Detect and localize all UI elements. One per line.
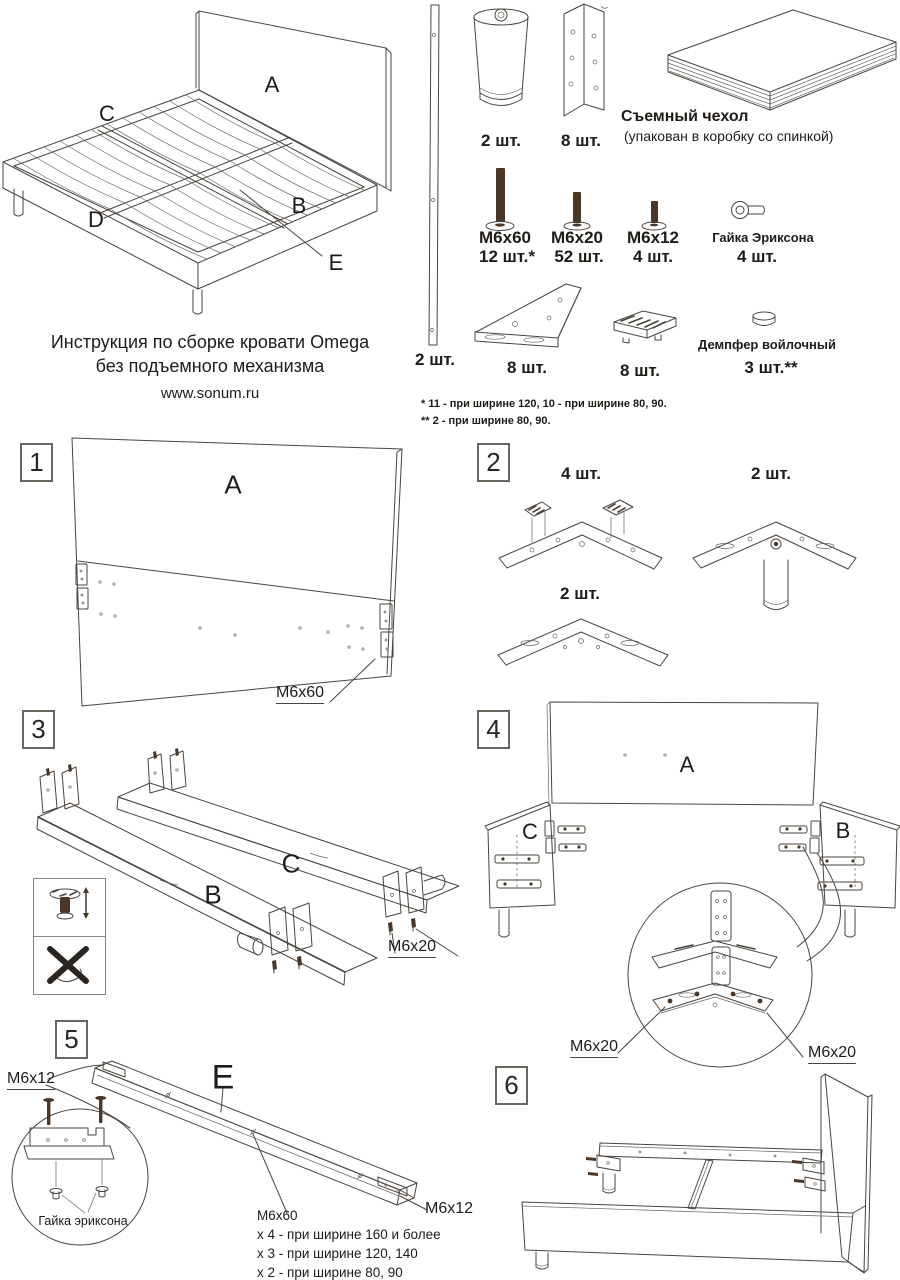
slat-qty: 2 шт. (415, 350, 455, 369)
bracket-c-left (148, 748, 186, 793)
part-slat-holder (614, 311, 676, 343)
cover-note: (упакован в коробку со спинкой) (624, 128, 834, 144)
slats-left (13, 95, 275, 209)
bracket-c-right (383, 867, 445, 935)
icon-box-adjust (33, 878, 106, 937)
step5-note (257, 1206, 441, 1280)
step5-callout-m6x12-right: М6х12 (425, 1200, 474, 1217)
step2-qty-right: 2 шт. (751, 464, 791, 483)
bracket-b-right (238, 903, 313, 973)
icon-box-forbidden (33, 936, 106, 995)
note-title: М6х60 (257, 1208, 298, 1223)
slats-right (110, 143, 364, 259)
step2-qty-bottom: 2 шт. (560, 584, 600, 603)
damper-qty: 3 шт.** (744, 358, 798, 377)
step-5-number: 5 (55, 1020, 88, 1059)
height-adjust-icon (34, 879, 105, 936)
step4-callout-right: М6х20 (808, 1044, 856, 1064)
step4-label-c: C (522, 819, 538, 844)
bolt12-name: М6х12 (627, 228, 679, 247)
rail-end-fitting-left (103, 1062, 125, 1077)
overview-label-c: C (99, 101, 115, 126)
overview-label-e: E (328, 250, 344, 275)
center-rail (688, 1160, 713, 1209)
step5-nut-label: Гайка эриксона (38, 1214, 128, 1228)
side-panel-b (818, 802, 900, 937)
step3-label-c: C (281, 848, 301, 879)
part-bolt-m6x60 (486, 168, 514, 231)
part-angle-bracket (564, 4, 608, 116)
part-bolt-m6x12 (642, 201, 666, 230)
title-line1: Инструкция по сборке кровати Omega (50, 332, 370, 352)
foot-panel (522, 1202, 865, 1272)
corner-plate-with-leg (693, 522, 856, 610)
corner-plate-plain (498, 619, 668, 666)
part-slat (429, 5, 439, 345)
headboard-standing (821, 1074, 872, 1273)
bolt12-qty: 4 шт. (633, 247, 673, 266)
part-cover (668, 10, 896, 110)
nut-name: Гайка Эриксона (712, 230, 814, 245)
bolt60-name: М6х60 (479, 228, 531, 247)
step4-label-a: A (679, 752, 695, 777)
step2-qty-top: 4 шт. (561, 464, 601, 483)
note-line3: х 2 - при ширине 80, 90 (257, 1265, 403, 1280)
bolt60-qty: 12 шт.* (479, 247, 535, 266)
note-line1: х 4 - при ширине 160 и более (257, 1227, 441, 1242)
step5-label-e: E (211, 1058, 235, 1097)
detail-circle (628, 883, 812, 1067)
step1-label-a: A (224, 469, 242, 500)
headboard-bracket-right (347, 604, 393, 657)
angle-qty: 8 шт. (561, 131, 601, 150)
corner-bracket-right (779, 821, 820, 853)
part-erikson-nut (732, 202, 765, 219)
website: www.sonum.ru (160, 385, 260, 402)
step3-label-b: B (204, 879, 222, 910)
page-title (35, 330, 385, 378)
footnote-1: * 11 - при ширине 120, 10 - при ширине 80, 90. (421, 398, 667, 410)
nut-qty: 4 шт. (737, 247, 777, 266)
part-gusset-plate (475, 284, 581, 347)
overview-label-d: D (88, 207, 104, 232)
step-6-drawing (470, 1055, 900, 1280)
step-2-drawing (470, 440, 900, 685)
front-leg (536, 1252, 548, 1269)
part-bolt-m6x20 (564, 192, 590, 230)
bracket-b-left (40, 764, 79, 813)
cover-name: Съемный чехол (621, 108, 749, 125)
left-bracket-leg (586, 1155, 620, 1193)
corner-plate-with-dampers (499, 500, 662, 569)
step-6-number: 6 (495, 1066, 528, 1105)
step4-callout-left: М6х20 (570, 1038, 618, 1058)
bolt20-qty: 52 шт. (554, 247, 604, 266)
damper-name: Демпфер войлочный (698, 337, 836, 352)
step-1-number: 1 (20, 443, 53, 482)
part-damper (753, 312, 775, 326)
step-4-number: 4 (477, 710, 510, 749)
far-rail (599, 1143, 822, 1163)
headboard-bracket-left (76, 564, 116, 617)
bed-overview-drawing (0, 0, 420, 345)
rail-e (92, 1058, 417, 1205)
overview-label-b: B (291, 193, 307, 218)
do-not-icon (34, 937, 105, 994)
step4-label-b: B (835, 818, 851, 843)
overview-label-a: A (264, 72, 280, 97)
title-line2: без подъемного механизма (95, 356, 325, 376)
bolt20-name: М6х20 (551, 228, 603, 247)
part-leg (474, 9, 528, 106)
leg-qty: 2 шт. (481, 131, 521, 150)
note-line2: х 3 - при ширине 120, 140 (257, 1246, 418, 1261)
step3-callout-m6x20: М6х20 (388, 938, 436, 958)
footnote-2: ** 2 - при ширине 80, 90. (421, 415, 551, 427)
step1-callout-m6x60: М6х60 (276, 684, 324, 704)
holder-qty: 8 шт. (620, 361, 660, 380)
step-2-number: 2 (477, 443, 510, 482)
step5-callout-m6x12-left: М6х12 (7, 1070, 55, 1090)
step-3-number: 3 (22, 710, 55, 749)
gusset-qty: 8 шт. (507, 358, 547, 377)
